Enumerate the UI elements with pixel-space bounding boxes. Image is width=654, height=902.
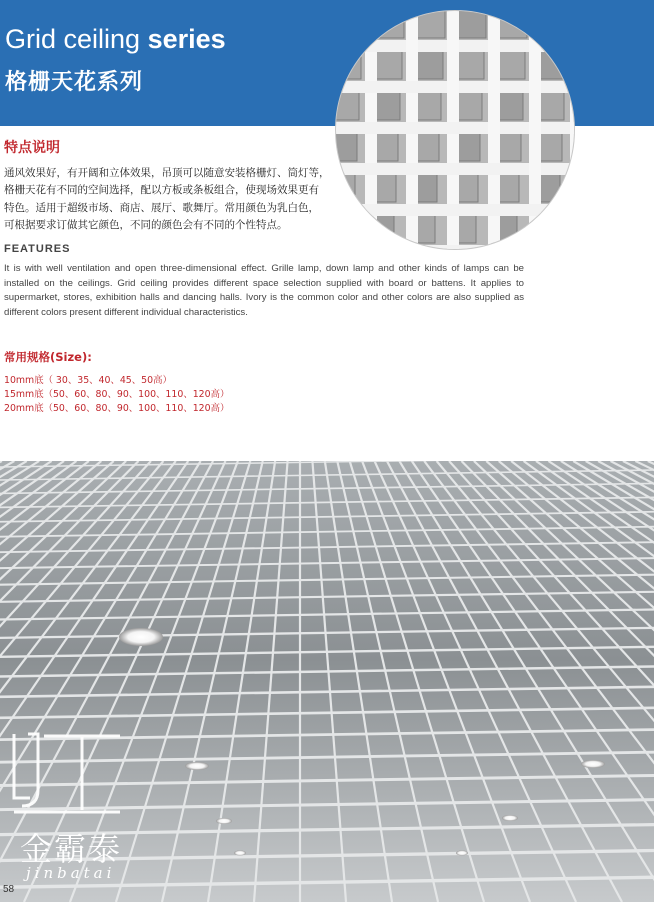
size-item: 15mm底（50、60、80、90、100、110、120高） bbox=[4, 389, 230, 400]
features-cn-text bbox=[4, 165, 336, 235]
features-cn-heading: 特点说明 bbox=[4, 140, 60, 156]
logo-cn-name: 金霸泰 bbox=[20, 830, 123, 868]
features-cn-line: 特色。适用于超级市场、商店、展厅、歌舞厅。常用颜色为乳白色， bbox=[4, 201, 319, 214]
features-cn-line: 可根据要求订做其它颜色，不同的颜色会有不同的个性特点。 bbox=[4, 219, 288, 232]
features-cn-line: 通风效果好，有开阔和立体效果，吊顶可以随意安装格栅灯、筒灯等， bbox=[4, 167, 330, 179]
grid-ceiling-photo bbox=[335, 10, 575, 250]
page-number: 58 bbox=[3, 884, 15, 895]
sizes-heading: 常用规格(Size): bbox=[4, 350, 92, 364]
title-english bbox=[5, 22, 226, 56]
features-cn-line: 格栅天花有不同的空间选择，配以方板或条板组合，使现场效果更有 bbox=[4, 184, 319, 197]
title-english-bold: series bbox=[147, 24, 226, 54]
logo-en-name: jinbatai bbox=[26, 864, 116, 882]
sizes-list bbox=[4, 374, 229, 416]
jinbatai-logo-icon bbox=[8, 728, 126, 888]
title-english-light: Grid ceiling bbox=[5, 24, 148, 54]
size-item: 10mm底（ 30、35、40、45、50高） bbox=[4, 375, 172, 386]
features-en-heading: FEATURES bbox=[4, 243, 71, 255]
size-item: 20mm底（50、60、80、90、100、110、120高） bbox=[4, 403, 230, 414]
features-en-text: It is with well ventilation and open three-dimensional effect. Grille lamp, down lamp and other kinds of lamps can be installed on the ceilings. Grid ceiling provides different space selection supplied with board or battens. It applies to supermarket, stores, exhibition halls and dancing halls. Ivory is the common color and other colors are also supplied as different colors present different individual characteristics. bbox=[4, 263, 524, 318]
title-chinese: 格栅天花系列 bbox=[5, 70, 144, 95]
